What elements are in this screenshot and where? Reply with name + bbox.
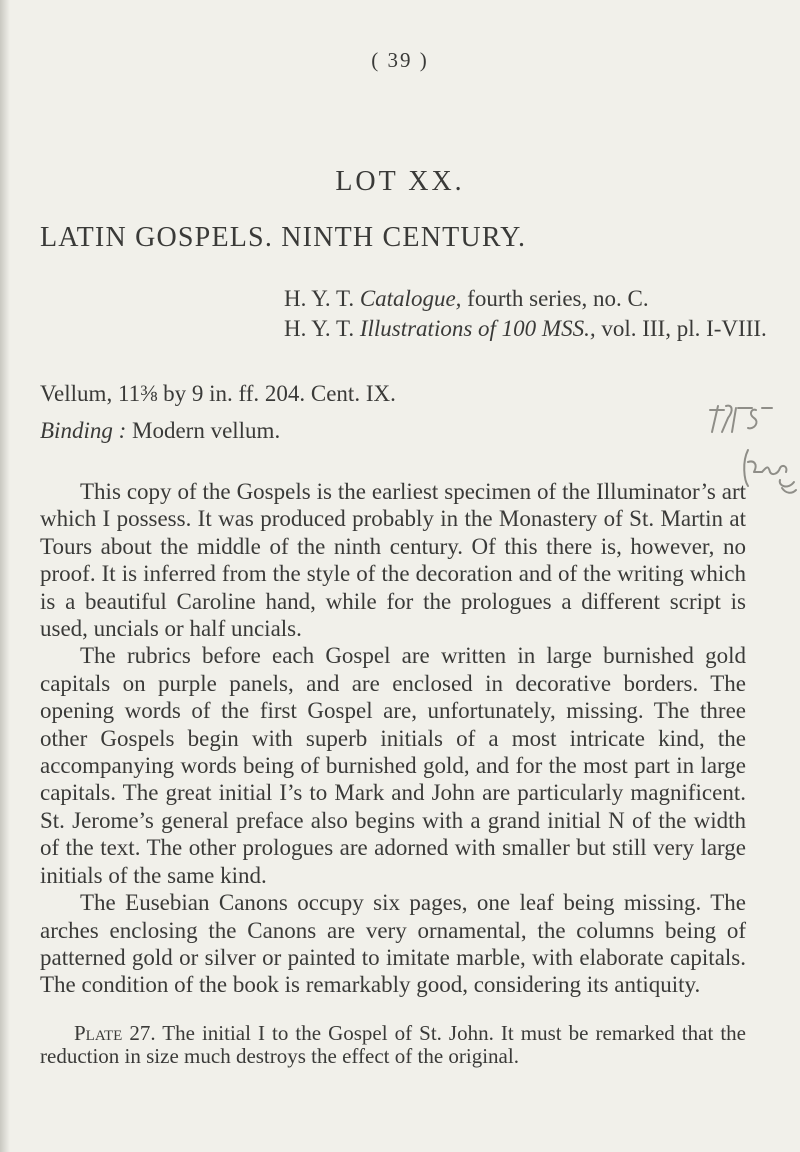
catalogue-reference: H. Y. T. Catalogue, fourth series, no. C. [284, 286, 649, 311]
paragraph: The Eusebian Canons occupy six pages, one leaf being missing. The arches enclosing the Canons are very ornamental, the columns being of patterned gold or silver or painted to imitate marble, with elaborate capitals. The condition of the book is remarkably good, considering its antiquity. [40, 890, 746, 998]
body-text [40, 478, 746, 999]
format-line: Vellum, 11⅜ by 9 in. ff. 204. Cent. IX. [40, 381, 396, 406]
plate-label: Plate 27. [74, 1021, 156, 1045]
section-title: LATIN GOSPELS. NINTH CENTURY. [40, 222, 527, 253]
binding-line: Binding : Modern vellum. [40, 418, 281, 443]
plate-caption-text: The initial I to the Gospel of St. John. It must be remarked that the reduction in size much destroys the effect of the original. [40, 1021, 746, 1068]
paragraph: The rubrics before each Gospel are written in large burnished gold capitals on purple panels, and are enclosed in decorative borders. The opening words of the first Gospel are, unfortunately, missing. The three other Gospels begin with superb initials of a most intricate kind, the accompanying words being of burnished gold, and for the most part in large capitals. The great initial I’s to Mark and John are particularly magnificent. St. Jerome’s general preface also begins with a grand initial N of the width of the text. The other prologues are adorned with smaller but still very large initials of the same kind. [40, 643, 746, 888]
paragraph: This copy of the Gospels is the earliest specimen of the Illuminator’s art which I possess. It was produced probably in the Monastery of St. Martin at Tours about the middle of the ninth century. Of this there is, however, no proof. It is inferred from the style of the decoration and of the writing which is a beautiful Caroline hand, while for the prologues a different script is used, uncials or half uncials. [40, 479, 746, 642]
page-number: ( 39 ) [371, 48, 429, 72]
plate-caption [40, 1022, 746, 1068]
illustrations-reference: H. Y. T. Illustrations of 100 MSS., vol. III, pl. I-VIII. [284, 316, 767, 341]
lot-title: LOT XX. [335, 166, 465, 197]
